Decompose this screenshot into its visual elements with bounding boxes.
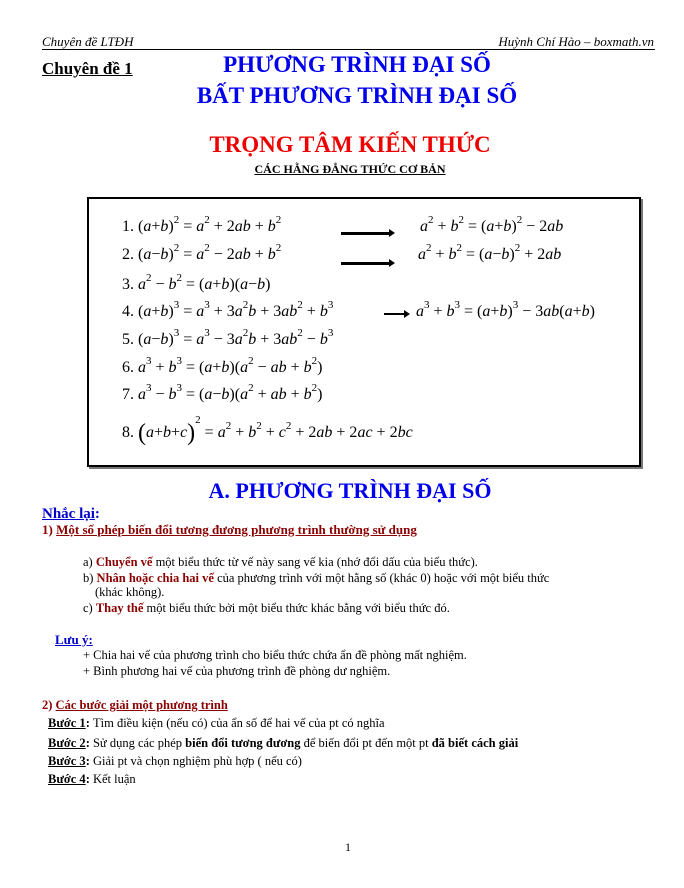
header-right: Huỳnh Chí Hào – boxmath.vn: [498, 34, 654, 49]
step-3: [48, 754, 302, 769]
arrow-right-icon: [341, 232, 391, 235]
arrow-right-icon: [341, 262, 391, 265]
item-bold: Thay thế: [95, 601, 144, 615]
step-bold: đã biết cách giải: [431, 736, 519, 750]
identity-6: 6. $a^3 + b^3 = (a+b)(a^2$ − ab + $b^2$): [122, 355, 323, 376]
part2-prefix: 2): [42, 698, 56, 712]
transform-item-c: [83, 601, 450, 616]
step-label: Bước 2: [48, 736, 86, 750]
identity-1: 1. $(a+b)^2 = a^2 + 2ab + b^2$: [122, 214, 282, 235]
step-sep: :: [85, 716, 93, 730]
item-text: một biểu thức từ vế này sang vế kia (nhớ đổi dấu của biểu thức).: [152, 555, 478, 569]
step-text: Kết luận: [92, 772, 136, 786]
step-label: Bước 4: [48, 772, 86, 786]
transform-item-a: [83, 555, 478, 570]
note-colon: :: [88, 632, 93, 647]
page-number: 1: [345, 840, 351, 854]
part1-prefix: 1): [42, 522, 57, 537]
part2-heading: [42, 698, 228, 713]
note-label: Lưu ý: [55, 632, 89, 647]
step-sep: :: [85, 772, 93, 786]
focus-subtitle: CÁC HẰNG ĐẲNG THỨC CƠ BẢN: [254, 162, 446, 176]
identity-3: 3. $a^2 - b^2 = (a+b)(a-b)$: [122, 272, 271, 293]
arrow-right-icon: [384, 313, 406, 315]
step-text: Tìm điều kiện (nếu có) của ẩn số để hai vế của pt có nghĩa: [92, 716, 385, 730]
identity-4-consequence: $a^3 + b^3 = (a+b)^3 - 3ab(a+b)$: [416, 299, 595, 320]
part1-title: Một số phép biến đổi tương đương phương trình thường sử dụng: [56, 522, 417, 537]
recall-label: Nhắc lại: [42, 506, 95, 522]
step-2: [48, 736, 518, 751]
step-text: để biến đổi pt đến một pt: [300, 736, 432, 750]
step-label: Bước 1: [48, 716, 86, 730]
part2-title: Các bước giải một phương trình: [55, 698, 228, 712]
note-bullet-1: + Chia hai vế của phương trình cho biểu thức chứa ẩn đề phòng mất nghiệm.: [83, 648, 467, 662]
part1-heading: [42, 522, 417, 538]
step-4: [48, 772, 136, 787]
chapter-title-line1: PHƯƠNG TRÌNH ĐẠI SỐ: [223, 52, 491, 77]
identity-1-consequence: $a^2 + b^2 = (a+b)^2 - 2ab$: [420, 214, 564, 235]
identity-4: 4. $(a+b)^3 = a^3 + 3a^2b + 3ab^2 + b^3$: [122, 299, 334, 320]
item-bold: Chuyển vế: [95, 555, 153, 569]
item-bold: Nhân hoặc chia hai vế: [96, 571, 214, 585]
identity-7: 7. $a^3 - b^3 = (a-b)(a^2$ + ab + $b^2$): [122, 382, 323, 403]
item-text: của phương trình với một hằng số (khác 0) hoặc với một biểu thức: [213, 571, 550, 585]
step-sep: :: [85, 736, 93, 750]
chapter-title-line2: BẤT PHƯƠNG TRÌNH ĐẠI SỐ: [196, 83, 518, 108]
chapter-label: Chuyên đề 1: [42, 59, 133, 78]
step-sep: :: [85, 754, 93, 768]
identity-8: 8. $(a+b+c)^2 = a^2 + b^2 + c^2 + 2ab + 2ac + 2bc$: [122, 414, 413, 446]
recall-heading: [42, 506, 100, 523]
transform-item-b-cont: (khác không).: [95, 585, 165, 599]
identity-2-consequence: $a^2 + b^2 = (a-b)^2 + 2ab$: [418, 242, 562, 263]
header-rule: [42, 49, 655, 50]
section-a-title: A. PHƯƠNG TRÌNH ĐẠI SỐ: [208, 478, 492, 503]
step-bold: biến đổi tương đương: [185, 736, 301, 750]
transform-item-b: [83, 571, 549, 586]
note-heading: [55, 632, 93, 648]
item-prefix: a): [83, 555, 96, 569]
item-prefix: b): [83, 571, 97, 585]
step-label: Bước 3: [48, 754, 86, 768]
step-text: Sử dụng các phép: [92, 736, 186, 750]
identity-2: 2. $(a-b)^2 = a^2 - 2ab + b^2$: [122, 242, 282, 263]
note-bullet-2: + Bình phương hai vế của phương trình đề phòng dư nghiệm.: [83, 664, 391, 678]
item-prefix: c): [83, 601, 96, 615]
focus-title: TRỌNG TÂM KIẾN THỨC: [209, 132, 491, 157]
identity-5: 5. $(a-b)^3 = a^3 - 3a^2b + 3ab^2 - b^3$: [122, 327, 334, 348]
item-text: một biểu thức bởi một biểu thức khác bằng với biểu thức đó.: [143, 601, 450, 615]
header-left: Chuyên đề LTĐH: [42, 34, 134, 49]
step-1: [48, 716, 385, 731]
recall-colon: :: [94, 506, 100, 522]
step-text: Giải pt và chọn nghiệm phù hợp ( nếu có): [92, 754, 302, 768]
